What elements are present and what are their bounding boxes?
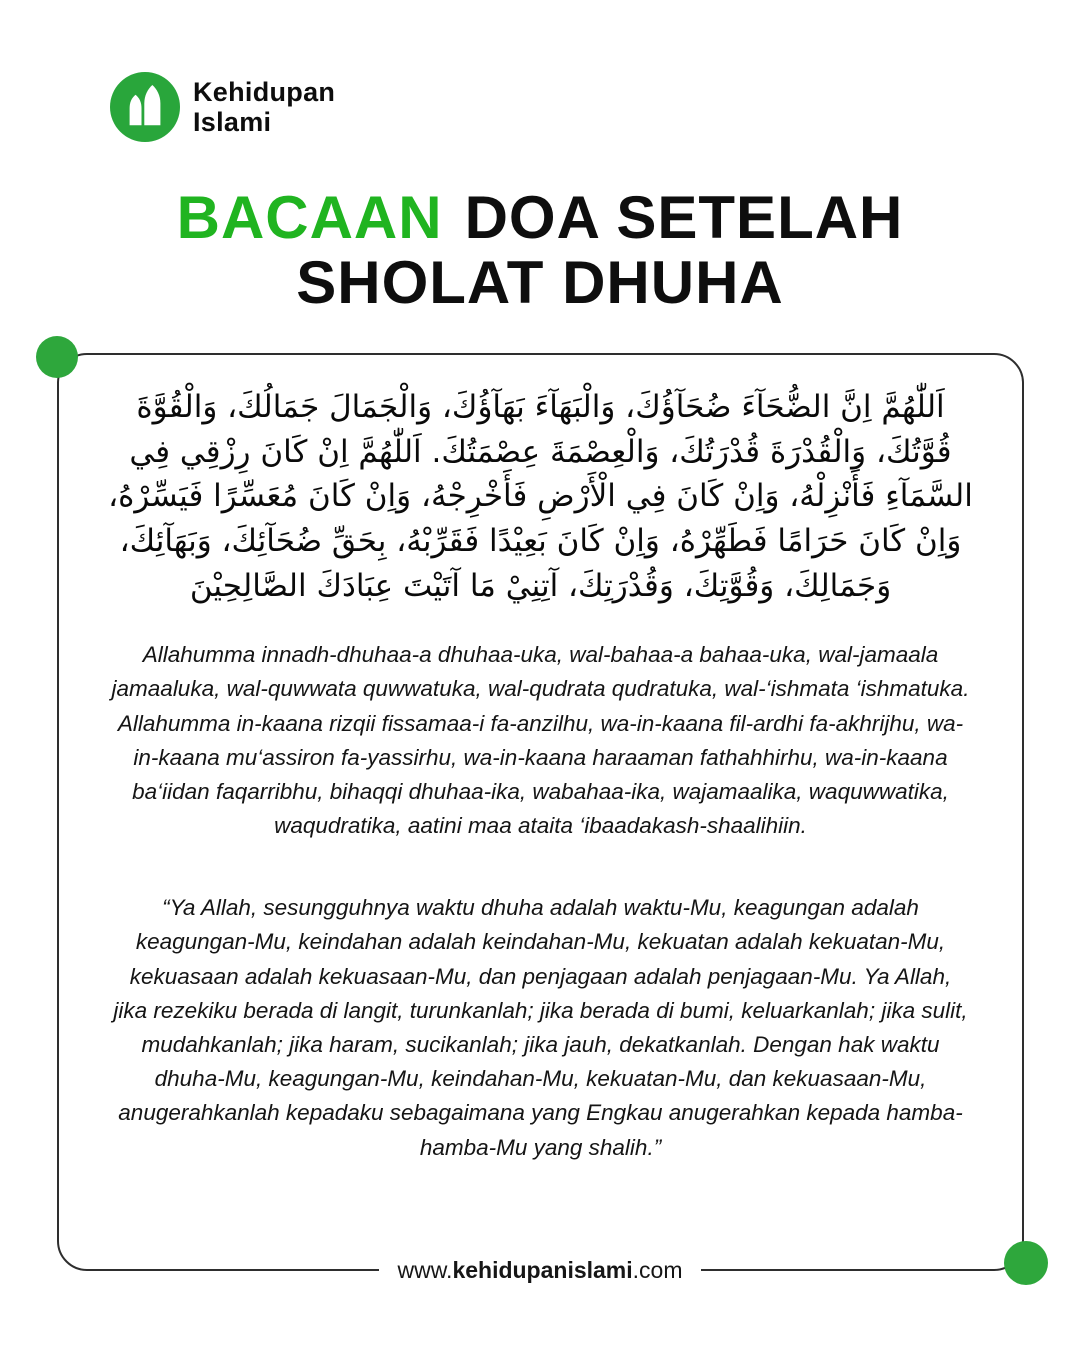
accent-dot-top-left: [36, 336, 78, 378]
brand-name: [193, 77, 335, 137]
page-title-line1: [0, 186, 1080, 251]
footer: [0, 1253, 1080, 1287]
page-title-highlight: BACAAN: [176, 184, 443, 251]
brand-name-line1: Kehidupan: [193, 76, 336, 107]
translation-text: “Ya Allah, sesungguhnya waktu dhuha adalah waktu-Mu, keagungan adalah keagungan-Mu, keindahan adalah keindahan-Mu, kekuatan adalah kekuatan-Mu, kekuasaan adalah kekuasaan-Mu, dan penjagaan adalah penjagaan-Mu. Ya Allah, jika rezekiku berada di langit, turunkanlah; jika berada di bumi, keluarkanlah; jika sulit, mudahkanlah; jika haram, sucikanlah; jika jauh, dekatkanlah. Dengan hak waktu dhuha-Mu, keagungan-Mu, keindahan-Mu, kekuatan-Mu, dan kekuasaan-Mu, anugerahkanlah kepadaku sebagaimana yang Engkau anugerahkan kepada hamba-hamba-Mu yang shalih.”: [113, 895, 968, 1160]
page-title-rest: DOA SETELAH: [464, 184, 904, 251]
website-url-suffix: .com: [632, 1257, 683, 1283]
page-title: [0, 186, 1080, 316]
page-title-line2: SHOLAT DHUHA: [296, 248, 784, 316]
dua-card: [57, 353, 1024, 1271]
brand-name-line2: Islami: [193, 107, 272, 137]
website-url: [379, 1253, 700, 1287]
transliteration-text: Allahumma innadh-dhuhaa-a dhuhaa-uka, wal-bahaa-a bahaa-uka, wal-jamaala jamaaluka, wal-quwwata quwwatuka, wal-qudrata qudratuka, wal-‘ishmata ‘ishmatuka. Allahumma in-kaana rizqii fissamaa-i fa-anzilhu, wa-in-kaana fil-ardhi fa-akhrijhu, wa-in-kaana mu‘assiron fa-yassirhu, wa-in-kaana haraaman fathahhirhu, wa-in-kaana ba‘iidan faqarribhu, bihaqqi dhuhaa-ika, wabahaa-ika, wajamaalika, waquwwatika, waqudratika, aatini maa ataita ‘ibaadakash-shaalihiin.: [111, 642, 970, 839]
brand-header: [110, 72, 335, 142]
mosque-icon: [110, 72, 180, 142]
website-url-prefix: www.: [397, 1257, 453, 1283]
arabic-dua-text: اَللّٰهُمَّ اِنَّ الضُّحَآءَ ضُحَآؤُكَ، وَالْبَهَآءَ بَهَآؤُكَ، وَالْجَمَالَ جَمَالُكَ، وَالْقُوَّةَ قُوَّتُكَ، وَالْقُدْرَةَ قُدْرَتُكَ، وَالْعِصْمَةَ عِصْمَتُكَ. اَللّٰهُمَّ اِنْ كَانَ رِزْقِي فِي السَّمَآءِ فَأَنْزِلْهُ، وَاِنْ كَانَ فِي الْأَرْضِ فَأَخْرِجْهُ، وَاِنْ كَانَ مُعَسِّرًا فَيَسِّرْهُ، وَاِنْ كَانَ حَرَامًا فَطَهِّرْهُ، وَاِنْ كَانَ بَعِيْدًا فَقَرِّبْهُ، بِحَقِّ ضُحَآئِكَ، وَبَهَآئِكَ، وَجَمَالِكَ، وَقُوَّتِكَ، وَقُدْرَتِكَ، آتِنِيْ مَا آتَيْتَ عِبَادَكَ الصَّالِحِيْنَ: [108, 389, 973, 604]
website-url-domain: kehidupanislami: [452, 1257, 633, 1283]
